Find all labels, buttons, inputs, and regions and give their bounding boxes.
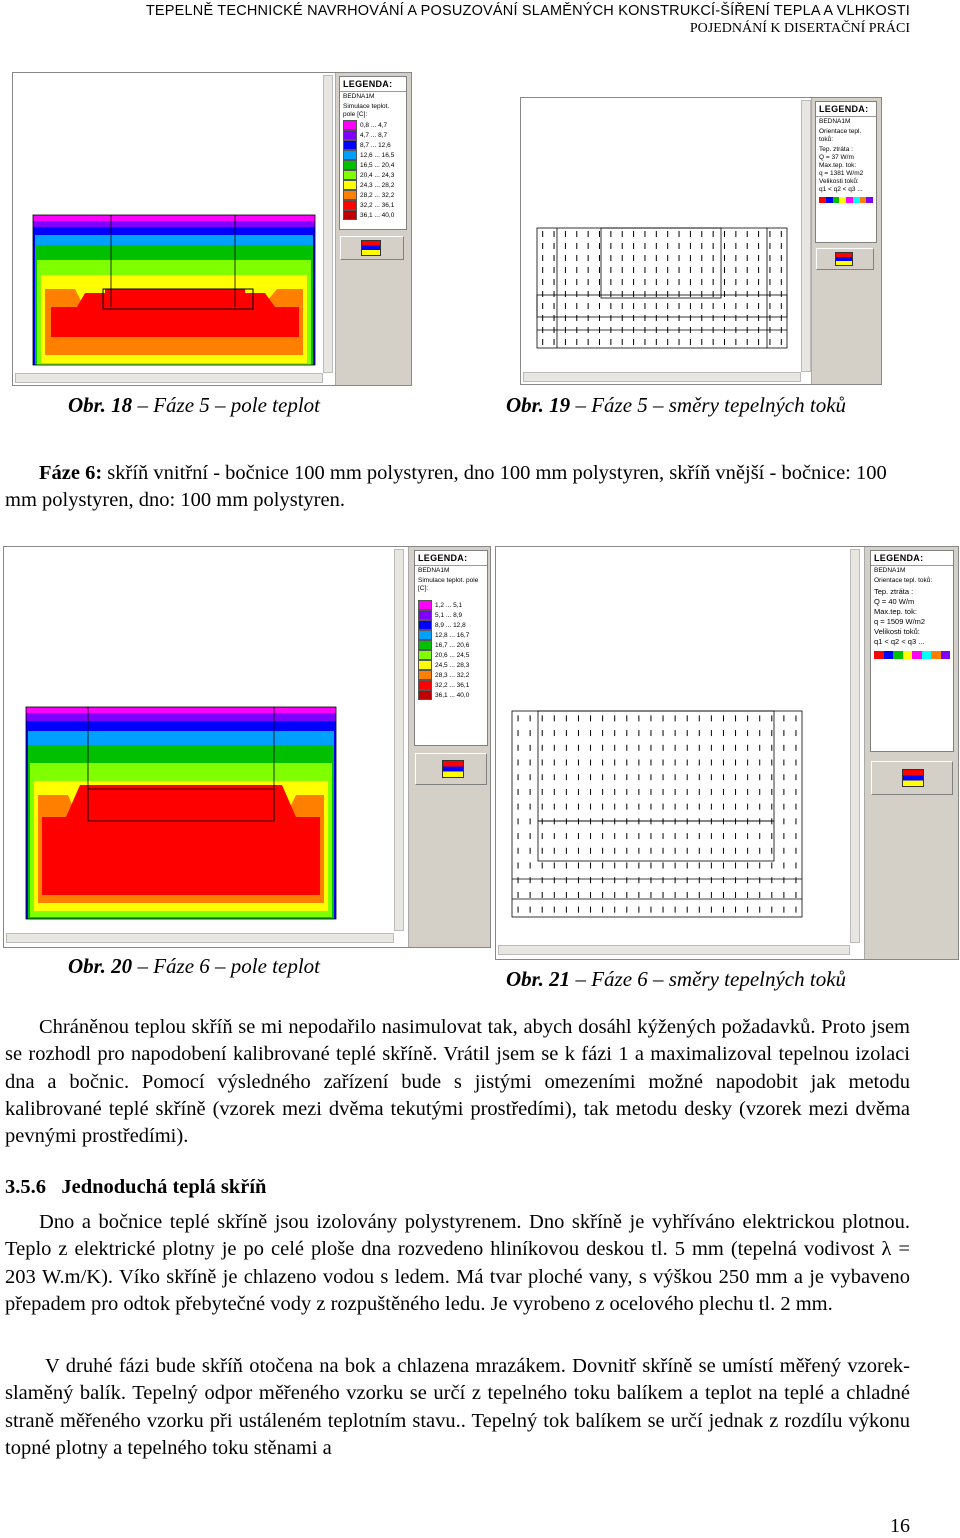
horizontal-scrollbar[interactable]: [498, 945, 850, 955]
figure-19-caption: [506, 393, 846, 418]
legend-info-line: q1 < q2 < q3 ...: [819, 186, 863, 193]
legend-box: [815, 101, 877, 243]
legend-panel: [811, 98, 882, 384]
page-number: 16: [890, 1515, 910, 1537]
legend-item: [415, 690, 487, 700]
legend-swatch: [343, 200, 357, 210]
legend-color-swatch: [903, 651, 913, 659]
vertical-scrollbar[interactable]: [323, 75, 333, 373]
legend-box: [339, 76, 407, 230]
legend-info-line: Q = 40 W/m: [874, 597, 915, 606]
paragraph-text: Dno a bočnice teplé skříně jsou izolovány polystyrenem. Dno skříně je vyhříváno elektrickou plotnou. Teplo z elektrické plotny je po celé ploše dna rozvedeno hliníkovou deskou tl. 5 mm (tepelná vodivost λ = 203 W.m/K). Víko skříně je chlazeno vodou s ledem. Má tvar ploché vany, s výškou 250 mm a je vybaveno přepadem pro odtok přebytečné vody z rozpuštěného ledu. Je vyrobeno z ocelového plechu tl. 2 mm.: [5, 1211, 910, 1315]
printer-icon: [902, 769, 924, 787]
legend-label: 20,4 ... 24,3: [360, 171, 395, 179]
caption-text: – Fáze 5 – směry tepelných toků: [570, 393, 847, 417]
legend-title: LEGENDA:: [816, 102, 876, 117]
paragraph-second-phase: [5, 1353, 910, 1462]
legend-swatch: [418, 620, 432, 630]
figure-18-screenshot: [12, 72, 412, 386]
legend-color-swatch: [912, 651, 922, 659]
horizontal-scrollbar[interactable]: [523, 372, 801, 382]
legend-item: [415, 620, 487, 630]
legend-swatch: [418, 680, 432, 690]
legend-name: BEDNA1M: [874, 567, 906, 574]
figure-label: Obr. 19: [506, 393, 571, 417]
legend-item: [340, 140, 406, 150]
legend-item: [415, 680, 487, 690]
legend-item: [340, 210, 406, 220]
printer-icon: [835, 252, 853, 266]
legend-swatch: [418, 650, 432, 660]
figure-18-caption: [68, 393, 320, 418]
legend-label: 28,3 ... 32,2: [435, 671, 470, 679]
legend-info-line: Velikosti toků:: [874, 627, 920, 636]
legend-subtitle: Simulace teplot. pole [C]:: [343, 103, 390, 118]
legend-label: 0,8 ... 4,7: [360, 121, 388, 129]
legend-label: 36,1 ... 40,0: [360, 211, 395, 219]
figure-label: Obr. 18: [68, 393, 133, 417]
print-button[interactable]: [340, 236, 404, 260]
legend-item: [415, 600, 487, 610]
legend-label: 12,6 ... 16,5: [360, 151, 395, 159]
legend-info-line: Tep. ztráta :: [819, 146, 853, 153]
figure-20-screenshot: [3, 546, 491, 948]
legend-info-line: q = 1509 W/m2: [874, 617, 926, 626]
page-header: [146, 2, 910, 37]
legend-swatch: [418, 630, 432, 640]
legend-panel: [864, 547, 959, 959]
legend-box: [414, 550, 488, 746]
figure-19-screenshot: [520, 97, 882, 385]
legend-item: [415, 650, 487, 660]
paragraph-text: V druhé fázi bude skříň otočena na bok a chlazena mrazákem. Dovnitř skříně se umístí měřený vzorek-slaměný balík. Tepelný odpor měřeného vzorku se určí z tepelného toku balíkem a teplot na teplé a chladné straně měřeného vzorku při ustáleném teplotním stavu.. Tepelný tok balíkem se určí jednak z rozdílu výkonu topné plotny a tepelného toku stěnami a: [5, 1355, 910, 1459]
legend-item: [340, 150, 406, 160]
legend-color-swatch: [874, 651, 884, 659]
legend-title: LEGENDA:: [415, 551, 487, 566]
legend-label: 16,7 ... 20,6: [435, 641, 470, 649]
legend-swatch: [343, 170, 357, 180]
legend-swatch: [343, 190, 357, 200]
paragraph-text: Chráněnou teplou skříň se mi nepodařilo nasimulovat tak, abych dosáhl kýžených požadavků. Proto jsem se rozhodl pro napodobení kalibrované teplé skříně. Vrátil jsem se k fázi 1 a maximalizoval tepelnou izolaci dna a bočnic. Pomocí výsledného zařízení bude s jistými omezeními možné napodobit jak metodu kalibrované teplé skříně (vzorek mezi dvěma tekutými prostředími), tak metodu desky (vzorek mezi dvěma pevnými prostředími).: [5, 1016, 910, 1148]
legend-label: 8,9 ... 12,8: [435, 621, 466, 629]
figure-21-screenshot: [495, 546, 959, 960]
vertical-scrollbar[interactable]: [850, 549, 860, 943]
legend-color-swatch: [826, 197, 833, 203]
legend-swatch: [418, 640, 432, 650]
print-button[interactable]: [871, 761, 953, 795]
temperature-field-plot: [6, 549, 396, 937]
legend-info-line: Q = 37 W/m: [819, 154, 854, 161]
legend-item: [340, 200, 406, 210]
vertical-scrollbar[interactable]: [801, 100, 811, 372]
legend-swatch: [343, 160, 357, 170]
legend-item: [415, 670, 487, 680]
legend-color-swatch: [853, 197, 860, 203]
figure-label: Obr. 21: [506, 967, 571, 991]
legend-label: 24,3 ... 28,2: [360, 181, 395, 189]
legend-info-line: Max.tep. tok:: [819, 162, 857, 169]
legend-color-swatch: [922, 651, 932, 659]
legend-color-swatch: [839, 197, 846, 203]
legend-panel: [335, 73, 412, 385]
print-button[interactable]: [816, 248, 874, 270]
horizontal-scrollbar[interactable]: [6, 933, 394, 943]
legend-swatch: [418, 610, 432, 620]
legend-name: BEDNA1M: [343, 93, 375, 100]
legend-label: 8,7 ... 12,6: [360, 141, 391, 149]
legend-item: [415, 630, 487, 640]
legend-color-swatch: [866, 197, 873, 203]
paragraph-calibrated-box: [5, 1014, 910, 1150]
legend-subtitle: Orientace tepl. toků:: [819, 128, 862, 143]
legend-label: 5,1 ... 8,9: [435, 611, 463, 619]
legend-color-swatch: [860, 197, 867, 203]
legend-label: 1,2 ... 5,1: [435, 601, 463, 609]
legend-swatch: [343, 210, 357, 220]
legend-item: [340, 190, 406, 200]
vertical-scrollbar[interactable]: [394, 549, 404, 931]
legend-title: LEGENDA:: [340, 77, 406, 92]
heat-flow-directions-plot: [498, 549, 858, 947]
legend-info-line: Velikosti toků:: [819, 178, 859, 185]
legend-swatch: [343, 180, 357, 190]
legend-color-swatch: [931, 651, 941, 659]
legend-info-line: Tep. ztráta :: [874, 587, 914, 596]
print-button[interactable]: [415, 753, 487, 785]
legend-subtitle: Orientace tepl. toků:: [874, 577, 933, 584]
legend-color-swatch: [833, 197, 840, 203]
legend-box: [870, 550, 954, 752]
legend-label: 4,7 ... 8,7: [360, 131, 388, 139]
legend-label: 20,6 ... 24,5: [435, 651, 470, 659]
legend-label: 28,2 ... 32,2: [360, 191, 395, 199]
figure-21-caption: [506, 967, 846, 992]
printer-icon: [361, 240, 381, 256]
temperature-field-plot: [15, 75, 333, 375]
legend-item: [340, 120, 406, 130]
legend-title: LEGENDA:: [871, 551, 953, 566]
legend-item: [415, 640, 487, 650]
legend-item: [415, 610, 487, 620]
legend-list: [340, 120, 406, 220]
legend-color-strip: [874, 651, 950, 659]
legend-color-strip: [819, 197, 873, 203]
legend-item: [340, 130, 406, 140]
legend-color-swatch: [884, 651, 894, 659]
caption-text: – Fáze 5 – pole teplot: [132, 393, 320, 417]
legend-name: BEDNA1M: [418, 567, 450, 574]
phase6-body: skříň vnitřní - bočnice 100 mm polystyren, dno 100 mm polystyren, skříň vnější - bočnice: 100 mm polystyren, dno: 100 mm polystyren.: [5, 462, 887, 512]
horizontal-scrollbar[interactable]: [15, 373, 323, 383]
legend-color-swatch: [819, 197, 826, 203]
legend-swatch: [343, 130, 357, 140]
legend-panel: [408, 547, 491, 947]
legend-item: [340, 180, 406, 190]
phase6-label: Fáze 6:: [39, 462, 103, 484]
legend-label: 36,1 ... 40,0: [435, 691, 470, 699]
legend-item: [340, 160, 406, 170]
legend-info: [816, 145, 876, 195]
header-title: TEPELNĚ TECHNICKÉ NAVRHOVÁNÍ A POSUZOVÁNÍ SLAMĚNÝCH KONSTRUKCÍ-ŠÍŘENÍ TEPLA A VLHKOSTI: [145, 3, 910, 19]
legend-label: 12,8 ... 16,7: [435, 631, 470, 639]
legend-swatch: [418, 600, 432, 610]
phase6-description: [5, 460, 910, 515]
legend-swatch: [343, 140, 357, 150]
legend-color-swatch: [941, 651, 951, 659]
legend-label: 24,5 ... 28,3: [435, 661, 470, 669]
heat-flow-directions-plot: [523, 100, 801, 372]
legend-swatch: [418, 660, 432, 670]
legend-info-line: q = 1381 W/m2: [819, 170, 864, 177]
figure-label: Obr. 20: [68, 954, 133, 978]
caption-text: – Fáze 6 – směry tepelných toků: [570, 967, 847, 991]
legend-swatch: [343, 150, 357, 160]
legend-color-swatch: [846, 197, 853, 203]
legend-label: 16,5 ... 20,4: [360, 161, 395, 169]
legend-swatch: [418, 670, 432, 680]
printer-icon: [442, 760, 464, 778]
legend-name: BEDNA1M: [819, 118, 851, 125]
legend-item: [415, 660, 487, 670]
legend-color-swatch: [893, 651, 903, 659]
legend-item: [340, 170, 406, 180]
section-heading: 3.5.6 Jednoduchá teplá skříň: [5, 1176, 267, 1198]
header-subtitle: POJEDNÁNÍ K DISERTAČNÍ PRÁCI: [689, 21, 910, 36]
legend-swatch: [343, 120, 357, 130]
figure-20-caption: [68, 954, 320, 979]
caption-text: – Fáze 6 – pole teplot: [132, 954, 320, 978]
legend-info-line: Max.tep. tok:: [874, 607, 917, 616]
legend-label: 32,2 ... 36,1: [360, 201, 395, 209]
legend-info-line: q1 < q2 < q3 ...: [874, 637, 925, 646]
legend-subtitle: Simulace teplot. pole [C]:: [418, 577, 479, 592]
legend-label: 32,2 ... 36,1: [435, 681, 470, 689]
legend-info: [871, 586, 953, 648]
paragraph-simple-hot-box: [5, 1209, 910, 1318]
legend-list: [415, 600, 487, 700]
legend-swatch: [418, 690, 432, 700]
